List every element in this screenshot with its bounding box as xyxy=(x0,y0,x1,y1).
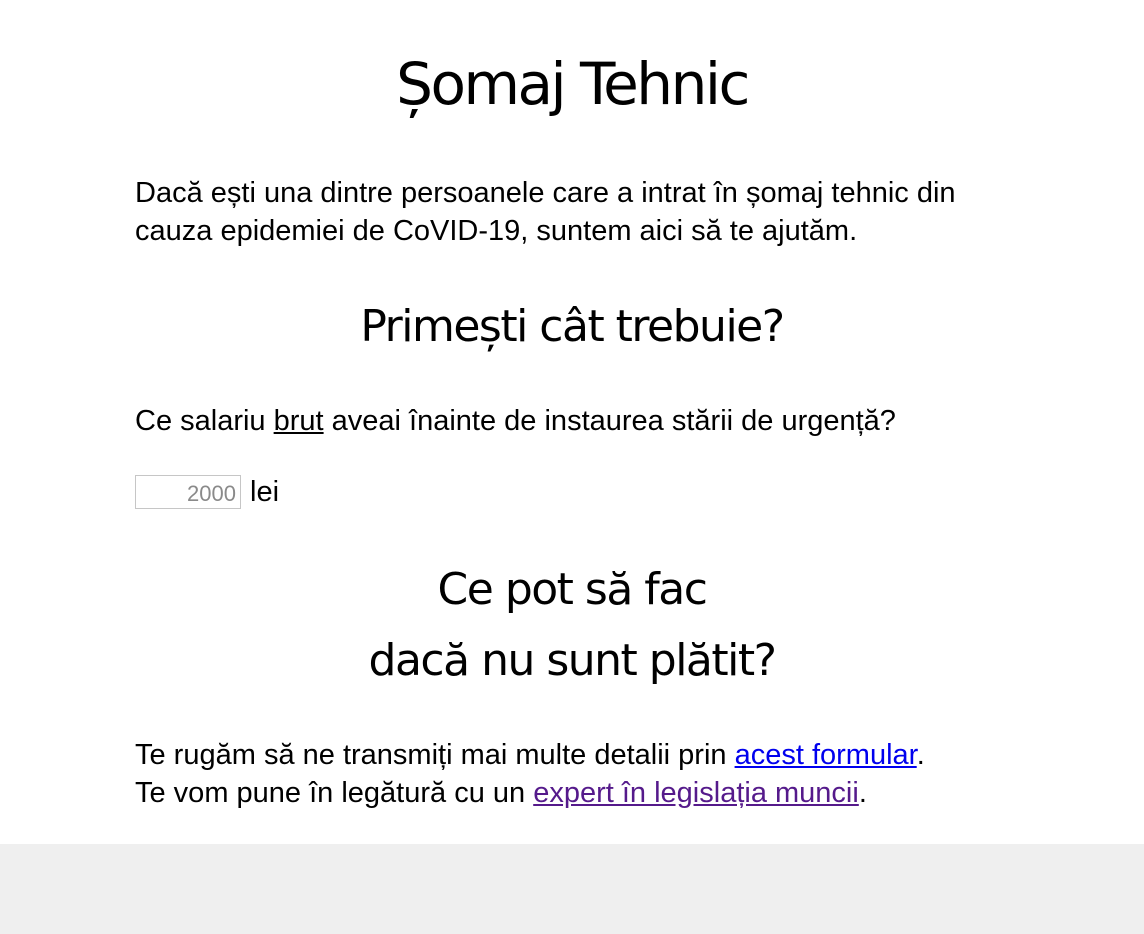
contact-line-2 xyxy=(135,774,1065,812)
page-title: Șomaj Tehnic xyxy=(396,50,748,118)
contact-line-1 xyxy=(135,736,1065,774)
section-heading-unpaid-line-1: Ce pot să fac xyxy=(437,564,707,615)
contact-line-2-end: . xyxy=(858,777,867,809)
section-heading-unpaid-line-2: dacă nu sunt plătit? xyxy=(368,635,776,686)
expert-link[interactable]: expert în legislația muncii xyxy=(533,777,859,809)
form-link[interactable]: acest formular xyxy=(734,739,917,771)
section-heading-salary: Primești cât trebuie? xyxy=(360,301,784,352)
contact-line-1-end: . xyxy=(916,739,925,771)
salary-input[interactable] xyxy=(135,475,241,509)
salary-input-row xyxy=(135,473,279,511)
currency-unit: lei xyxy=(250,476,280,508)
footer xyxy=(0,844,1144,934)
contact-line-1-text: Te rugăm să ne transmiți mai multe detalii prin xyxy=(135,739,735,771)
intro-line-2: cauza epidemiei de CoVID-19, suntem aici să te ajutăm. xyxy=(135,215,858,247)
salary-question xyxy=(135,402,1065,440)
salary-question-start: Ce salariu xyxy=(135,405,274,437)
intro-line-1: Dacă ești una dintre persoanele care a intrat în șomaj tehnic din xyxy=(135,177,956,209)
salary-question-end: aveai înainte de instaurea stării de urgență? xyxy=(323,405,896,437)
contact-line-2-text: Te vom pune în legătură cu un xyxy=(135,777,534,809)
salary-question-emphasis: brut xyxy=(273,405,324,437)
